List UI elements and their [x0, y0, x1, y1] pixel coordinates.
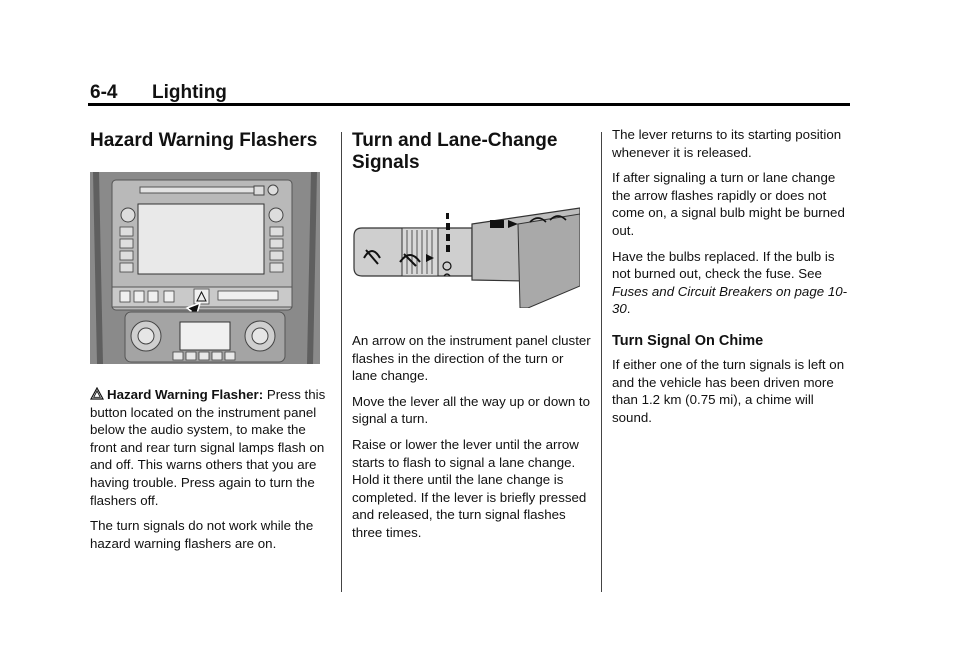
col3-paragraph-1: The lever returns to its starting position whenever it is released. — [612, 127, 842, 160]
turn-signal-section — [352, 126, 592, 542]
caption-text: Press this button located on the instrument panel below the audio system, to make the front and rear turn signal lamps flash on and off. This warns others that you are having trouble. Press again to turn the flashers off. — [90, 387, 326, 508]
column-divider — [601, 132, 602, 592]
turn-paragraph-1: An arrow on the instrument panel cluster flashes in the direction of the turn or lane change. — [352, 333, 591, 384]
turn-heading — [352, 130, 592, 174]
chime-heading: Turn Signal On Chime — [612, 332, 764, 349]
page-number: 6-4 — [90, 82, 118, 103]
col3-paragraph-2: If after signaling a turn or lane change the arrow flashes rapidly or does not come on, a signal bulb might be burned out. — [612, 170, 845, 238]
console-figure — [90, 172, 320, 364]
caption-label: Hazard Warning Flasher: — [107, 387, 264, 402]
hazard-section — [90, 126, 330, 552]
hazard-paragraph: The turn signals do not work while the hazard warning flashers are on. — [90, 518, 314, 551]
continued-section — [612, 126, 852, 426]
chapter-title: Lighting — [152, 82, 227, 103]
turn-heading-line2: Signals — [352, 152, 420, 173]
hazard-heading: Hazard Warning Flashers — [90, 130, 318, 151]
turn-paragraph-2: Move the lever all the way up or down to signal a turn. — [352, 393, 590, 427]
hazard-caption — [90, 386, 330, 509]
header-rule — [88, 103, 850, 106]
lever-figure — [352, 198, 580, 308]
column-divider — [341, 132, 342, 592]
col3-paragraph-3 — [612, 248, 852, 318]
hazard-triangle-icon — [90, 387, 104, 400]
turn-heading-line1: Turn and Lane-Change — [352, 130, 558, 151]
fuse-sentence: Have the bulbs replaced. If the bulb is not burned out, check the fuse. See — [612, 248, 835, 282]
fuse-period: . — [626, 301, 631, 317]
turn-paragraph-3: Raise or lower the lever until the arrow starts to flash to signal a lane change. Hold it there until the lane change is completed. If the lever is briefly pressed and released, the turn signal flashes three times. — [352, 436, 587, 540]
chime-paragraph: If either one of the turn signals is left on and the vehicle has been driven more than 1.2 km (0.75 mi), a chime will sound. — [612, 356, 845, 425]
fuse-cross-reference[interactable]: Fuses and Circuit Breakers on page 10-30 — [612, 283, 848, 317]
